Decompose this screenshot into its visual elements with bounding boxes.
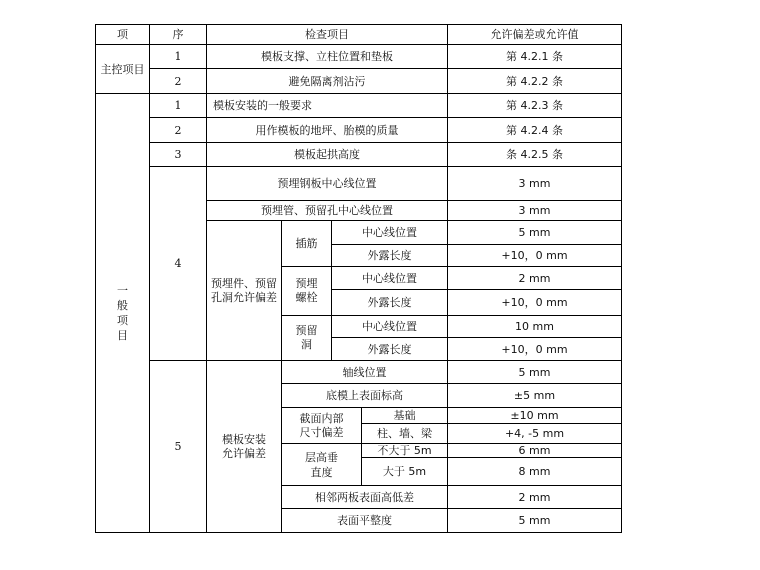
- hole-label-text: 预留洞: [295, 324, 318, 351]
- row-item: 大于 5m: [362, 458, 448, 486]
- table-row: [96, 45, 622, 69]
- table-row: [96, 69, 622, 94]
- row-value: +4, -5 mm: [448, 424, 622, 444]
- row-item: 柱、墙、梁: [362, 424, 448, 444]
- header-sequence: 序: [150, 25, 207, 45]
- row-value: 第 4.2.1 条: [448, 45, 622, 69]
- row-value: +10，0 mm: [448, 290, 622, 316]
- header-inspection-item: 检查项目: [207, 25, 448, 45]
- hole-label: [282, 316, 332, 361]
- row-value: 5 mm: [448, 361, 622, 384]
- main-control-label: 主控项目: [96, 45, 150, 94]
- table-row: [96, 118, 622, 143]
- row-item: 底模上表面标高: [282, 384, 448, 408]
- row-item: 表面平整度: [282, 509, 448, 533]
- header-tolerance: 允许偏差或允许值: [448, 25, 622, 45]
- embedded-parts-label-text: 预埋件、预留孔洞允许偏差: [211, 276, 277, 304]
- table-row: [96, 361, 622, 384]
- row-value: ±10 mm: [448, 408, 622, 424]
- row-value: 第 4.2.4 条: [448, 118, 622, 143]
- table-row: [96, 167, 622, 201]
- row-number: 5: [150, 361, 207, 533]
- row-item: 相邻两板表面高低差: [282, 486, 448, 509]
- row-value: 10 mm: [448, 316, 622, 338]
- table-row: [96, 143, 622, 167]
- row-item: 轴线位置: [282, 361, 448, 384]
- row-number: 1: [150, 94, 207, 118]
- row-value: 3 mm: [448, 167, 622, 201]
- row-item: 基础: [362, 408, 448, 424]
- row-item: 中心线位置: [332, 221, 448, 245]
- row-item: 预埋钢板中心线位置: [207, 167, 448, 201]
- general-label-text: 一般项目: [117, 284, 128, 342]
- row-value: 5 mm: [448, 509, 622, 533]
- install-tolerance-label: [207, 361, 282, 533]
- row-item: 预埋管、预留孔中心线位置: [207, 201, 448, 221]
- general-label: [96, 94, 150, 533]
- row-number: 3: [150, 143, 207, 167]
- row-item: 外露长度: [332, 290, 448, 316]
- row-value: +10，0 mm: [448, 338, 622, 361]
- row-value: 6 mm: [448, 444, 622, 458]
- row-value: 3 mm: [448, 201, 622, 221]
- row-item: 不大于 5m: [362, 444, 448, 458]
- header-row: [96, 25, 622, 45]
- row-item: 避免隔离剂沾污: [207, 69, 448, 94]
- verticality-label-text: 层高垂直度: [305, 450, 338, 479]
- dowel-label: 插筋: [282, 221, 332, 267]
- row-value: 2 mm: [448, 267, 622, 290]
- table-row: [96, 94, 622, 118]
- section-deviation-label: [282, 408, 362, 444]
- row-value: 第 4.2.2 条: [448, 69, 622, 94]
- row-number: 1: [150, 45, 207, 69]
- row-value: 2 mm: [448, 486, 622, 509]
- row-value: 8 mm: [448, 458, 622, 486]
- row-item: 模板安装的一般要求: [207, 94, 448, 118]
- row-item: 中心线位置: [332, 316, 448, 338]
- row-value: 5 mm: [448, 221, 622, 245]
- inspection-table: [95, 24, 622, 533]
- bolt-label-text: 预埋螺栓: [295, 277, 318, 304]
- verticality-label: [282, 444, 362, 486]
- embedded-parts-label: [207, 221, 282, 361]
- section-deviation-label-text: 截面内部尺寸偏差: [299, 411, 344, 439]
- row-number: 4: [150, 167, 207, 361]
- row-item: 外露长度: [332, 338, 448, 361]
- install-tolerance-label-text: 模板安装允许偏差: [222, 432, 266, 460]
- row-value: ±5 mm: [448, 384, 622, 408]
- row-value: +10，0 mm: [448, 245, 622, 267]
- row-number: 2: [150, 118, 207, 143]
- row-item: 中心线位置: [332, 267, 448, 290]
- bolt-label: [282, 267, 332, 316]
- row-number: 2: [150, 69, 207, 94]
- row-item: 模板支撑、立柱位置和垫板: [207, 45, 448, 69]
- header-category: 项: [96, 25, 150, 45]
- row-item: 用作模板的地坪、胎模的质量: [207, 118, 448, 143]
- row-value: 第 4.2.3 条: [448, 94, 622, 118]
- row-item: 模板起拱高度: [207, 143, 448, 167]
- row-item: 外露长度: [332, 245, 448, 267]
- row-value: 条 4.2.5 条: [448, 143, 622, 167]
